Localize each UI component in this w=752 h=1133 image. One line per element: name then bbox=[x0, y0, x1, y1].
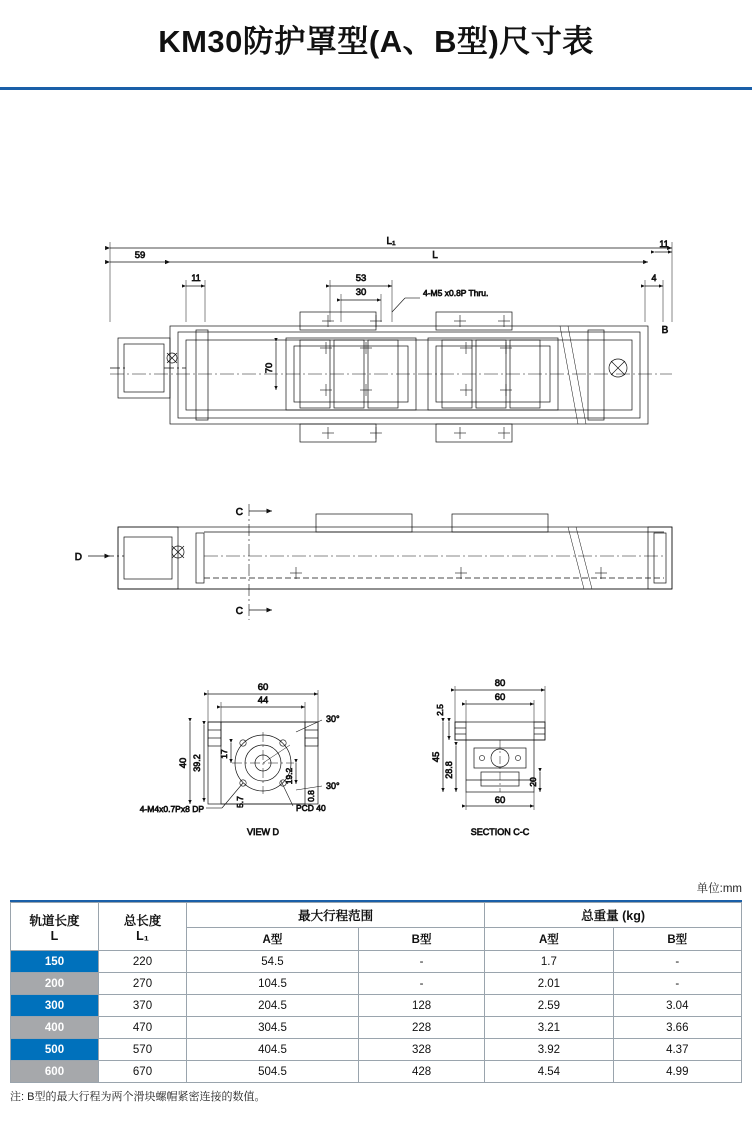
cell-total-length: 570 bbox=[99, 1039, 187, 1061]
cell-weight-a: 2.01 bbox=[485, 973, 613, 995]
cell-stroke-a: 504.5 bbox=[187, 1061, 359, 1083]
dim-11-right: 11 bbox=[659, 239, 669, 249]
cell-weight-a: 2.59 bbox=[485, 995, 613, 1017]
cell-weight-a: 3.21 bbox=[485, 1017, 613, 1039]
table-row bbox=[11, 995, 742, 1017]
cell-weight-b: 3.66 bbox=[613, 1017, 741, 1039]
header-track-length bbox=[11, 903, 99, 951]
cell-weight-b: 4.99 bbox=[613, 1061, 741, 1083]
cell-stroke-b: 228 bbox=[358, 1017, 484, 1039]
dim-L: L bbox=[432, 250, 438, 261]
table-row bbox=[11, 1039, 742, 1061]
cell-stroke-a: 304.5 bbox=[187, 1017, 359, 1039]
table-row bbox=[11, 1061, 742, 1083]
note-screw-4m4: 4-M4x0.7Px8 DP bbox=[139, 804, 204, 814]
dim-80: 80 bbox=[494, 678, 506, 689]
dim-30: 30 bbox=[355, 287, 367, 298]
cell-stroke-a: 204.5 bbox=[187, 995, 359, 1017]
cell-stroke-a: 54.5 bbox=[187, 951, 359, 973]
header-total-length-line2: L₁ bbox=[136, 928, 149, 943]
cell-weight-b: 3.04 bbox=[613, 995, 741, 1017]
cell-stroke-a: 404.5 bbox=[187, 1039, 359, 1061]
note-pcd40: PCD 40 bbox=[296, 803, 326, 813]
dim-L1: L₁ bbox=[386, 236, 396, 247]
dim-4: 4 bbox=[651, 273, 657, 283]
dim-39-2: 39.2 bbox=[192, 754, 202, 772]
cell-weight-a: 4.54 bbox=[485, 1061, 613, 1083]
cell-total-length: 220 bbox=[99, 951, 187, 973]
dimension-table bbox=[10, 902, 742, 1083]
label-section-C-top: C bbox=[235, 507, 243, 518]
cell-stroke-b: 428 bbox=[358, 1061, 484, 1083]
cell-stroke-b: - bbox=[358, 951, 484, 973]
cell-track-length: 400 bbox=[11, 1017, 99, 1039]
cell-total-length: 670 bbox=[99, 1061, 187, 1083]
header-track-length-line1: 轨道长度 bbox=[29, 913, 80, 928]
dim-70: 70 bbox=[264, 362, 275, 374]
cell-total-length: 470 bbox=[99, 1017, 187, 1039]
dim-2-5: 2.5 bbox=[435, 704, 445, 716]
cell-stroke-b: 128 bbox=[358, 995, 484, 1017]
table-footnote: 注: B型的最大行程为两个滑块螺帽紧密连接的数值。 bbox=[10, 1091, 266, 1103]
cell-weight-b: - bbox=[613, 973, 741, 995]
dim-5-7: 5.7 bbox=[235, 796, 245, 808]
unit-note: 单位:mm bbox=[696, 883, 742, 895]
table-header-row-1 bbox=[11, 903, 742, 928]
dim-60-cc-top: 60 bbox=[494, 692, 506, 703]
dim-11-left: 11 bbox=[191, 273, 201, 283]
table-row bbox=[11, 951, 742, 973]
header-track-length-line2: L bbox=[50, 928, 59, 943]
cell-stroke-a: 104.5 bbox=[187, 973, 359, 995]
cell-weight-b: - bbox=[613, 951, 741, 973]
dim-59: 59 bbox=[134, 250, 146, 261]
header-weight-a: A型 bbox=[485, 928, 613, 951]
dim-20: 20 bbox=[528, 777, 538, 787]
caption-view-d: VIEW D bbox=[246, 827, 280, 837]
cell-track-length: 500 bbox=[11, 1039, 99, 1061]
header-total-length-line1: 总长度 bbox=[123, 913, 162, 928]
dim-53: 53 bbox=[355, 273, 367, 284]
cell-total-length: 370 bbox=[99, 995, 187, 1017]
cell-track-length: 600 bbox=[11, 1061, 99, 1083]
cell-total-length: 270 bbox=[99, 973, 187, 995]
page-title: KM30防护罩型(A、B型)尺寸表 bbox=[158, 24, 594, 59]
cell-weight-a: 1.7 bbox=[485, 951, 613, 973]
cell-stroke-b: - bbox=[358, 973, 484, 995]
header-total-length bbox=[99, 903, 187, 951]
header-stroke-b: B型 bbox=[358, 928, 484, 951]
label-view-D: D bbox=[74, 552, 82, 563]
caption-section-cc: SECTION C-C bbox=[470, 827, 530, 837]
dim-28-8: 28.8 bbox=[444, 761, 454, 779]
cell-stroke-b: 328 bbox=[358, 1039, 484, 1061]
dim-60-cc-bottom: 60 bbox=[494, 795, 506, 806]
page-header bbox=[0, 0, 752, 75]
header-stroke-group: 最大行程范围 bbox=[187, 903, 485, 928]
angle-30-bottom: 30° bbox=[326, 781, 340, 791]
cell-track-length: 150 bbox=[11, 951, 99, 973]
cell-weight-a: 3.92 bbox=[485, 1039, 613, 1061]
header-stroke-a: A型 bbox=[187, 928, 359, 951]
dim-44: 44 bbox=[257, 695, 269, 706]
header-weight-b: B型 bbox=[613, 928, 741, 951]
dim-0-8: 0.8 bbox=[306, 790, 316, 802]
header-weight-group: 总重量 (kg) bbox=[485, 903, 742, 928]
dim-40: 40 bbox=[178, 757, 189, 769]
drawing-svg bbox=[0, 90, 752, 880]
cell-track-length: 300 bbox=[11, 995, 99, 1017]
angle-30-top: 30° bbox=[326, 714, 340, 724]
table-row bbox=[11, 973, 742, 995]
dim-60-viewd: 60 bbox=[257, 682, 269, 693]
dim-45: 45 bbox=[431, 751, 442, 763]
cell-track-length: 200 bbox=[11, 973, 99, 995]
label-section-C-bottom: C bbox=[235, 606, 243, 617]
note-thread: 4-M5 x0.8P Thru. bbox=[423, 288, 489, 298]
dimension-table-wrap bbox=[0, 900, 752, 1104]
dim-19-2: 19.2 bbox=[284, 767, 294, 785]
table-row bbox=[11, 1017, 742, 1039]
label-section-B: B bbox=[661, 325, 669, 336]
table-body bbox=[11, 951, 742, 1083]
technical-drawing bbox=[0, 90, 752, 880]
dim-17: 17 bbox=[219, 749, 229, 759]
cell-weight-b: 4.37 bbox=[613, 1039, 741, 1061]
